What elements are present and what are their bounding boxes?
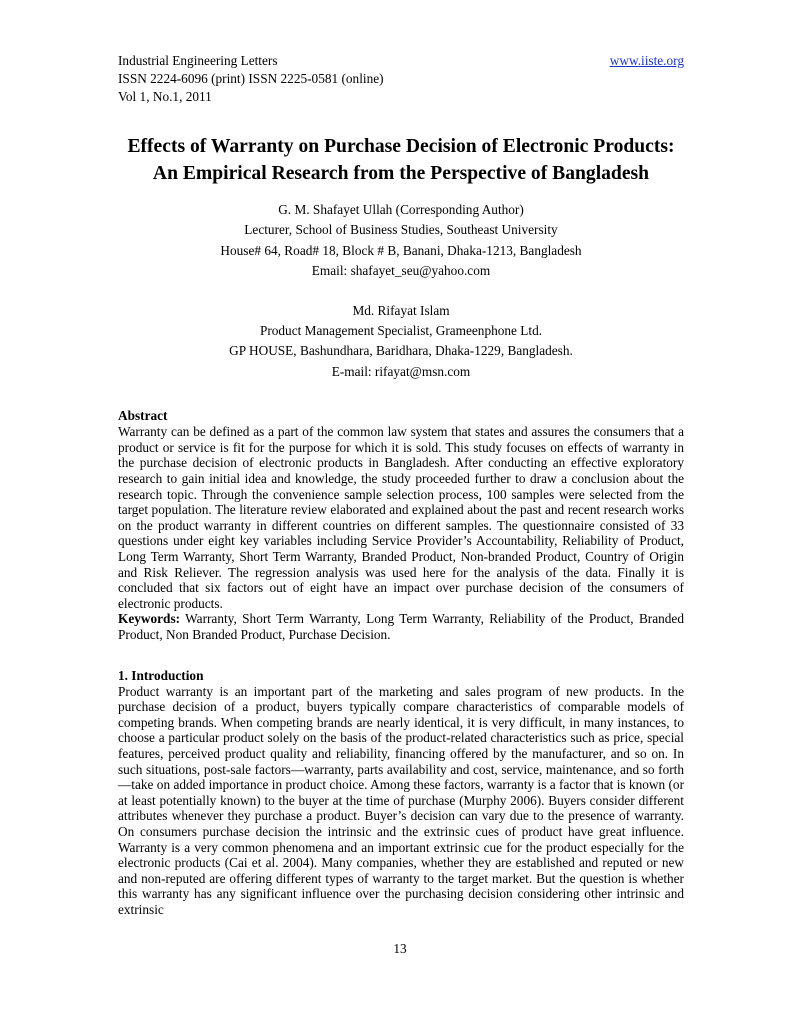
- author-block: [118, 301, 684, 383]
- author-name: Md. Rifayat Islam: [352, 302, 450, 318]
- journal-volume: Vol 1, No.1, 2011: [118, 89, 212, 104]
- author-email: Email: shafayet_seu@yahoo.com: [311, 263, 491, 279]
- author-block: [118, 200, 684, 282]
- abstract-heading: Abstract: [118, 408, 168, 424]
- paper-page: [118, 52, 684, 917]
- author-email: E-mail: rifayat@msn.com: [331, 363, 471, 379]
- author-position: Lecturer, School of Business Studies, Southeast University: [244, 222, 558, 238]
- author-address: House# 64, Road# 18, Block # B, Banani, Dhaka-1213, Bangladesh: [220, 242, 582, 258]
- author-name: G. M. Shafayet Ullah (Corresponding Author): [278, 202, 524, 217]
- journal-url-link[interactable]: www.iiste.org: [609, 53, 684, 68]
- keywords-label: Keywords:: [118, 611, 181, 627]
- author-list: [118, 200, 684, 382]
- paper-title: Effects of Warranty on Purchase Decision of Electronic Products: An Empirical Research from the Perspective of Bangladesh: [127, 136, 675, 184]
- author-position: Product Management Specialist, Grameenphone Ltd.: [259, 323, 543, 339]
- abstract-body: Warranty can be defined as a part of the common law system that states and assures the consumers that a product or service is fit for the purpose for which it is sold. This study focuses on effects of warranty in the purchase decision of electronic products in Bangladesh. After conducting an effective exploratory research to gain initial idea and knowledge, the study proceeded further to draw a conclusion about the research topic. Through the convenience sample selection process, 100 samples were selected from the target population. The literature review elaborated and explained about the past and recent research works on the product warranty in different countries on different samples. The questionnaire consisted of 33 questions under eight key variables including Service Provider’s Accountability, Reliability of Product, Long Term Warranty, Short Term Warranty, Branded Product, Non-branded Product, Country of Origin and Risk Reliever. The regression analysis was used here for the analysis of the data. Finally it is concluded that six factors out of eight have an impact over purchase decision of the consumers of electronic products.: [118, 424, 684, 611]
- journal-name: Industrial Engineering Letters: [118, 53, 278, 68]
- author-address: GP HOUSE, Bashundhara, Baridhara, Dhaka-1229, Bangladesh.: [229, 343, 573, 359]
- keywords-text: Warranty, Short Term Warranty, Long Term Warranty, Reliability of the Product, Branded Product, Non Branded Product, Purchase Decision.: [118, 611, 684, 642]
- introduction-heading: 1. Introduction: [118, 667, 204, 683]
- keywords: [118, 611, 684, 642]
- journal-header: [118, 52, 684, 106]
- journal-issn: ISSN 2224-6096 (print) ISSN 2225-0581 (online): [118, 71, 384, 86]
- introduction-body: Product warranty is an important part of the marketing and sales program of new products. In the purchase decision of a product, buyers typically compare characteristics of comparable models of competing brands. When competing brands are nearly identical, it is very difficult, in many instances, to choose a particular product solely on the basis of the product-related characteristics such as price, special features, perceived product quality and reliability, financing offered by the manufacturer, and so on. In such situations, post-sale factors—warranty, parts availability and cost, service, maintenance, and so forth—take on added importance in product choice. Among these factors, warranty is a factor that is known (or at least potentially known) to the buyer at the time of purchase (Murphy 2006). Buyers consider different attributes whenever they purchase a product. Buyer’s decision can vary due to the presence of warranty. On consumers purchase decision the intrinsic and the extrinsic cues of product have great influence. Warranty is a very common phenomena and an important extrinsic cue for the product especially for the electronic products (Cai et al. 2004). Many companies, whether they are established and reputed or new and non-reputed are offering different types of warranty to the target market. But the question is whether this warranty has any significant influence over the purchasing decision considering other intrinsic and extrinsic: [118, 683, 684, 917]
- page-number: 13: [393, 941, 407, 956]
